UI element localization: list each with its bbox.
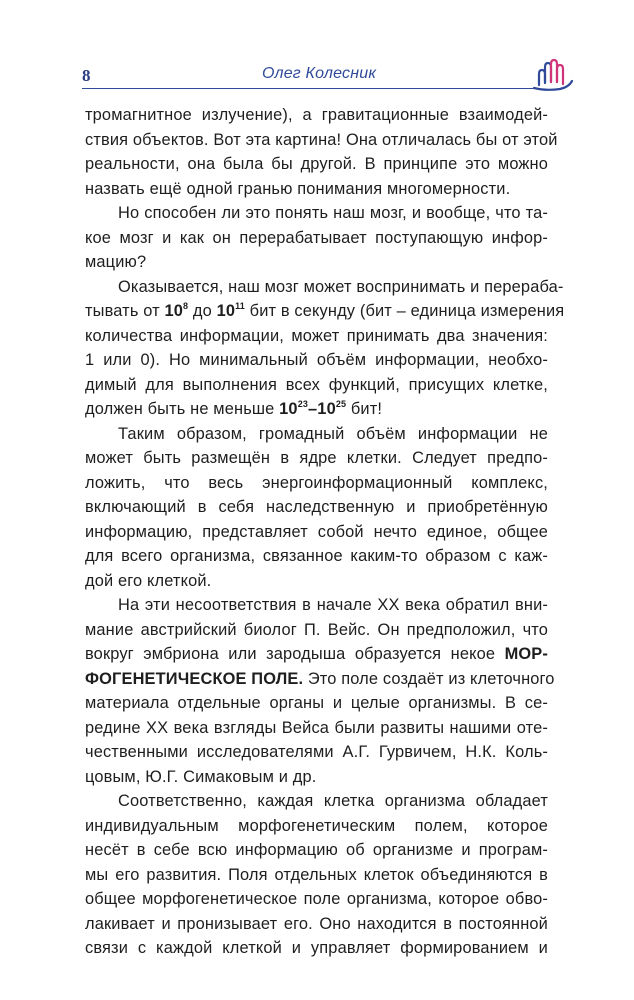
text-line: чественными исследователями А.Г. Гурвичем, Н.К. Коль- <box>85 743 548 761</box>
page-number: 8 <box>82 66 91 85</box>
header-rule <box>82 88 538 89</box>
text-line: назвать ещё одной гранью понимания многомерности. <box>85 179 511 198</box>
power-base: 10 <box>317 400 336 418</box>
text-segment: до <box>188 302 217 320</box>
power-exponent: 11 <box>235 301 245 311</box>
text-line <box>85 642 548 667</box>
hand-wave-logo-icon <box>530 58 574 92</box>
text-line <box>85 667 555 692</box>
text-line: для всего организма, связанное каким-то образом с каж- <box>85 547 548 565</box>
power-of-ten <box>164 302 188 320</box>
text-line: Таким образом, громадный объём информации не <box>118 424 548 443</box>
text-line: связи с каждой клеткой и управляет формированием и <box>85 939 548 957</box>
power-exponent: 23 <box>297 399 309 409</box>
bold-term: ФОГЕНЕТИЧЕСКОЕ ПОЛЕ. <box>85 669 304 688</box>
text-line: общее морфогенетическое поле организма, которое обво- <box>85 890 548 908</box>
text-line: На эти несоответствия в начале XX века обратил вни- <box>118 596 548 614</box>
power-base: 10 <box>164 302 184 320</box>
text-line: 1 или 0). Но минимальный объём информации, необхо- <box>85 351 548 369</box>
body-text <box>85 103 565 961</box>
text-line: дой его клеткой. <box>85 571 212 590</box>
text-line: димый для выполнения всех функций, присущих клетке, <box>85 375 548 394</box>
text-line: информацию, представляет собой нечто единое, общее <box>85 522 548 541</box>
bold-term: МОР- <box>504 645 548 663</box>
range-dash: – <box>308 400 318 418</box>
text-segment: вокруг эмбриона или зародыша образуется некое <box>85 645 505 663</box>
text-segment: тывать от <box>85 302 165 320</box>
power-range <box>279 400 346 418</box>
power-base: 10 <box>216 302 236 320</box>
text-segment: должен быть не меньше <box>85 400 280 418</box>
text-line: материала отдельные органы и целые организмы. В се- <box>85 694 548 712</box>
text-line <box>85 397 548 422</box>
text-line: Но способен ли это понять наш мозг, и вообще, что та- <box>118 204 548 222</box>
text-line: редине XX века взгляды Вейса были развиты нашими оте- <box>85 718 548 737</box>
text-line: цовым, Ю.Г. Симаковым и др. <box>85 767 317 786</box>
power-of-ten <box>217 302 245 320</box>
text-segment: Это поле создаёт из клеточного <box>303 669 555 688</box>
text-line: тромагнитное излучение), а гравитационные взаимодей- <box>85 106 548 124</box>
text-line <box>85 299 565 324</box>
text-line: может быть размещён в ядре клетки. Следует предпо- <box>85 449 548 467</box>
power-exponent: 25 <box>335 399 347 409</box>
text-line: мы его развития. Поля отдельных клеток объединяются в <box>85 865 548 884</box>
text-segment: бит в секунду (бит – единица измерения <box>244 302 565 320</box>
text-line: лакивает и пронизывает его. Оно находится в постоянной <box>85 914 548 933</box>
power-exponent: 8 <box>183 301 189 311</box>
text-line: ложить, что весь энергоинформационный комплекс, <box>85 473 548 492</box>
text-line: мацию? <box>85 253 147 271</box>
text-segment: бит! <box>346 400 383 418</box>
text-line: ствия объектов. Вот эта картина! Она отличалась бы от этой <box>85 130 558 149</box>
power-base: 10 <box>279 400 298 418</box>
text-line: индивидуальным морфогенетическим полем, которое <box>85 816 548 835</box>
text-line: количества информации, может принимать два значения: <box>85 326 548 345</box>
text-line: включающий в себя наследственную и приобретённую <box>85 498 548 516</box>
text-line: несёт в себе всю информацию об организме и програм- <box>85 841 548 859</box>
text-line: кое мозг и как он перерабатывает поступающую инфор- <box>85 228 548 247</box>
running-head-author: Олег Колесник <box>262 65 377 82</box>
text-line: реальности, она была бы другой. В принципе это можно <box>85 155 548 173</box>
text-line: мание австрийский биолог П. Вейс. Он предположил, что <box>85 620 548 639</box>
text-line: Оказывается, наш мозг может воспринимать и перераба- <box>118 277 564 296</box>
page-header <box>82 58 572 92</box>
text-line: Соответственно, каждая клетка организма обладает <box>118 792 548 810</box>
